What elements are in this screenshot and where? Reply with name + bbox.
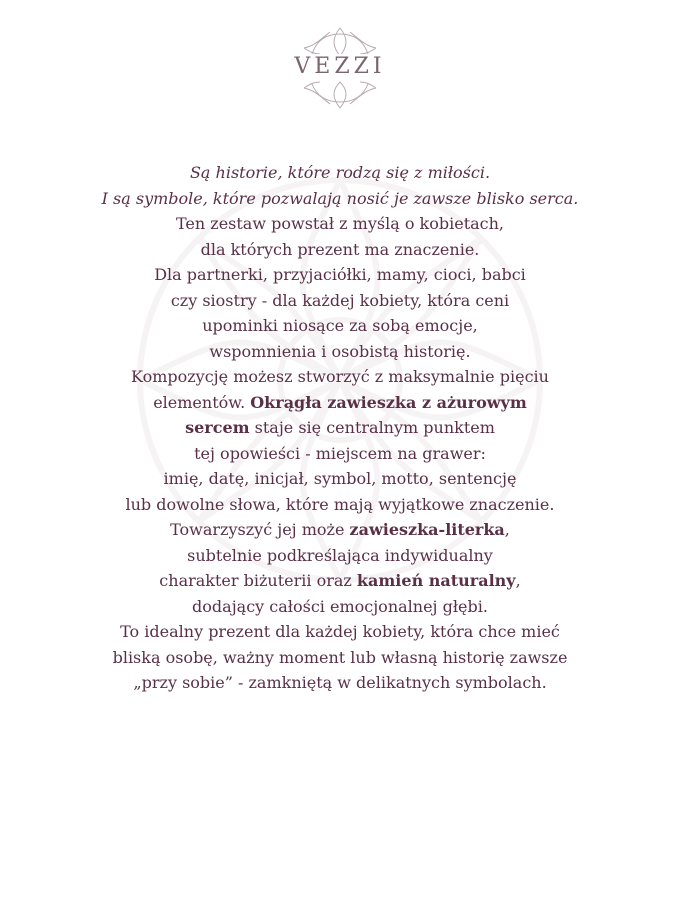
paragraph-line: Dla partnerki, przyjaciółki, mamy, cioci, babci [154, 265, 526, 284]
paragraph-composition [40, 364, 640, 619]
highlight-pendant: Okrągła zawieszka z ażurowym [250, 392, 527, 412]
paragraph-line: tej opowieści - miejscem na grawer: [194, 443, 486, 463]
intro-line: Są historie, które rodzą się z miłości. [189, 163, 491, 182]
paragraph-line: czy siostry - dla każdej kobiety, która ceni [170, 290, 510, 310]
paragraph-line: bliską osobę, ważny moment lub własną historię zawsze [112, 647, 568, 667]
text-segment: , [504, 520, 510, 539]
paragraph-line: imię, datę, inicjał, symbol, motto, sentencję [163, 469, 517, 488]
paragraph-line: Kompozycję możesz stworzyć z maksymalnie pięciu [131, 367, 549, 386]
paragraph-line [40, 517, 640, 543]
intro-line: I są symbole, które pozwalają nosić je zawsze blisko serca. [101, 188, 579, 208]
paragraph-line: Ten zestaw powstał z myślą o kobietach, [175, 214, 505, 233]
paragraph-line: To idealny prezent dla każdej kobiety, która chce mieć [120, 622, 560, 641]
highlight-letter-charm: zawieszka-literka [349, 520, 505, 539]
brand-logo [290, 26, 390, 110]
paragraph-line: dla których prezent ma znaczenie. [200, 239, 480, 259]
description-text [40, 160, 640, 696]
brand-logo-text: VEZZI [290, 54, 390, 80]
intro-paragraph [40, 160, 640, 211]
paragraph-audience [40, 211, 640, 364]
paragraph-line: „przy sobie” - zamkniętą w delikatnych symbolach. [133, 673, 547, 692]
paragraph-line: upominki niosące za sobą emocje, [202, 316, 478, 335]
paragraph-line: lub dowolne słowa, które mają wyjątkowe znaczenie. [125, 494, 555, 514]
paragraph-line [40, 390, 640, 416]
paragraph-line [40, 415, 640, 441]
highlight-natural-stone: kamień naturalny [356, 571, 516, 590]
text-segment: Towarzyszyć jej może [170, 520, 350, 539]
paragraph-line: wspomnienia i osobistą historię. [209, 341, 471, 361]
text-segment: , [515, 571, 521, 590]
paragraph-line: subtelnie podkreślająca indywidualny [187, 545, 493, 565]
paragraph-line: dodający całości emocjonalnej głębi. [192, 596, 488, 616]
text-segment: staje się centralnym punktem [249, 418, 495, 437]
text-segment: elementów. [153, 392, 251, 412]
highlight-heart: sercem [185, 418, 250, 437]
paragraph-line [40, 568, 640, 594]
text-segment: charakter biżuterii oraz [159, 571, 357, 590]
paragraph-gift [40, 619, 640, 696]
